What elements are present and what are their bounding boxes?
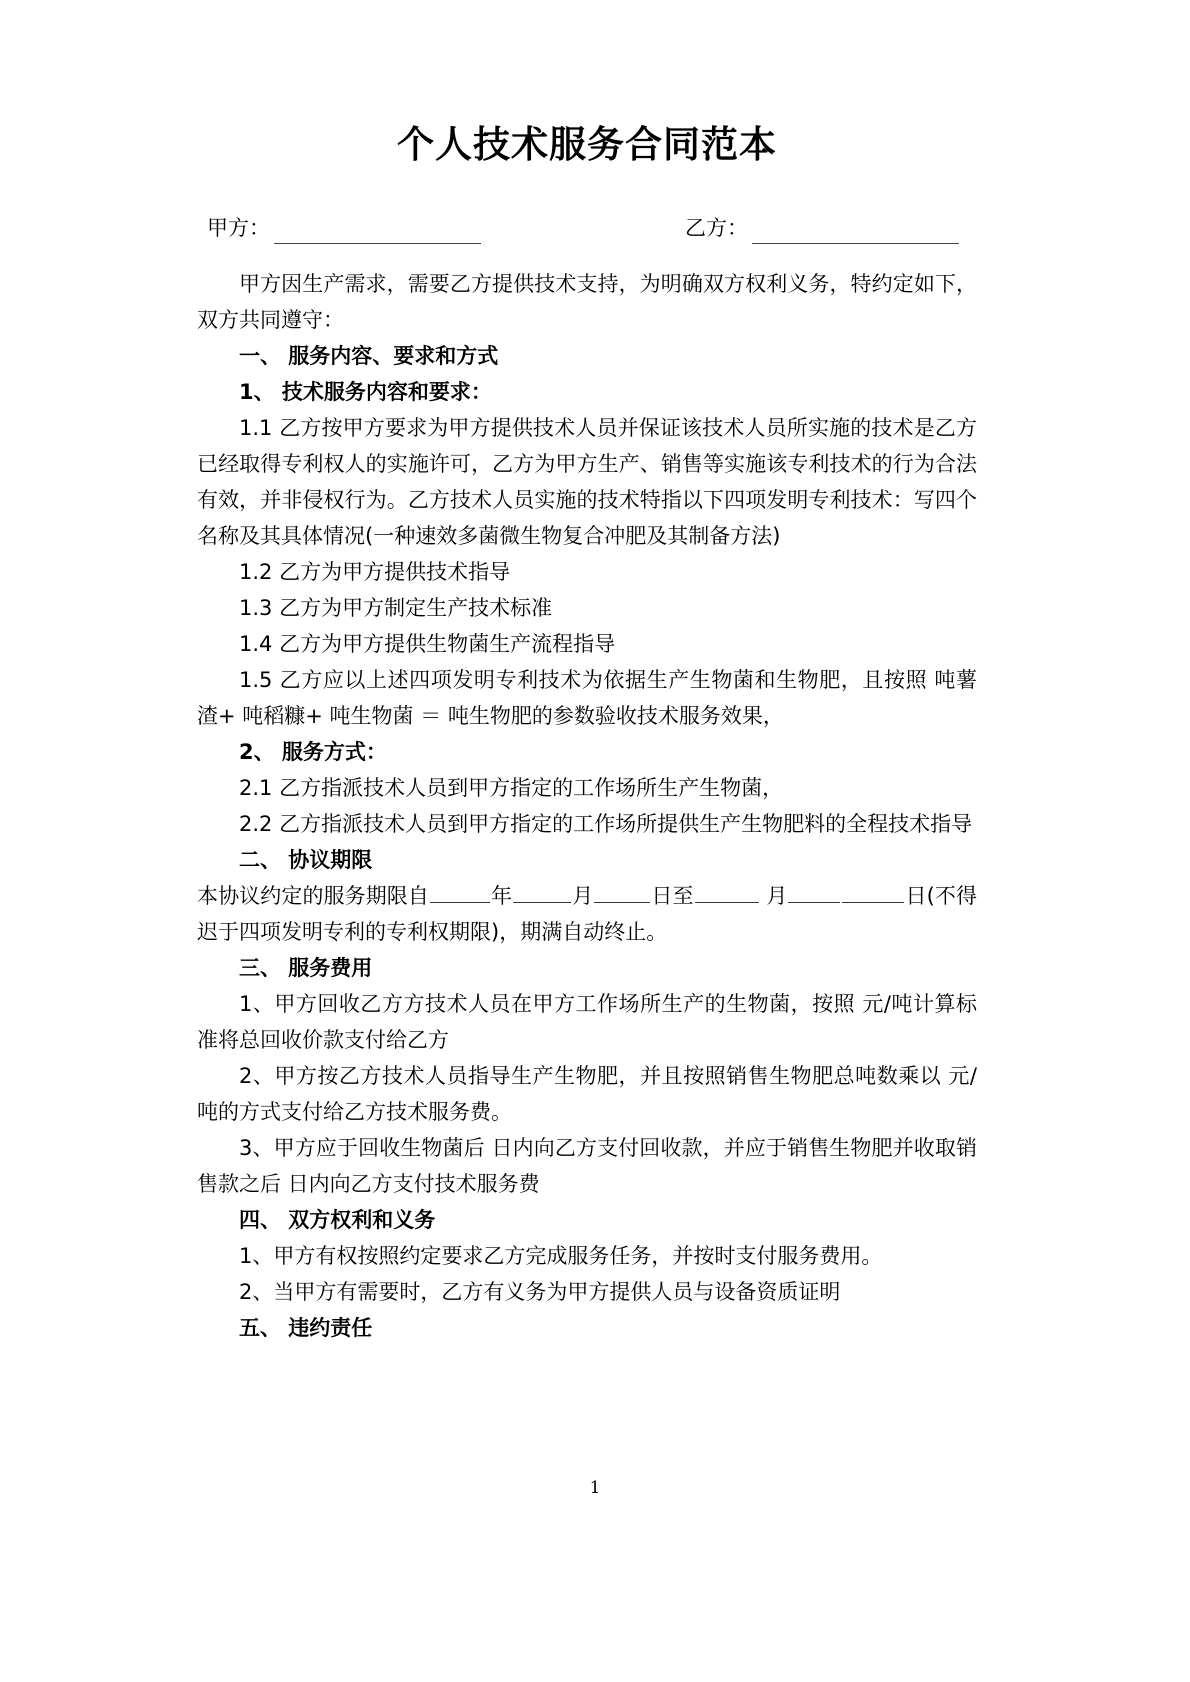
party-signature-row — [197, 214, 977, 243]
party-a-blank-field[interactable] — [274, 221, 481, 244]
fee-clause-3: 3、甲方应于回收生物菌后 日内向乙方支付回收款，并应于销售生物肥并收取销售款之后 日内向乙方支付技术服务费 — [197, 1135, 977, 1196]
fee-clause-1: 1、甲方回收乙方方技术人员在甲方工作场所生产的生物菌，按照 元/吨计算标准将总回收价款支付给乙方 — [197, 991, 977, 1052]
subsection-heading-1: 1、 技术服务内容和要求： — [239, 379, 492, 404]
term-month-unit-1: 月 — [572, 883, 594, 908]
term-text-tail: 日(不得迟于四项发明专利的专利权期限)，期满自动终止。 — [197, 883, 978, 944]
duty-clause-1: 1、甲方有权按照约定要求乙方完成服务任务，并按时支付服务费用。 — [239, 1243, 883, 1268]
term-month-blank-2[interactable] — [695, 882, 759, 903]
term-year-blank[interactable] — [430, 882, 490, 903]
section-heading-1: 一、 服务内容、要求和方式 — [239, 343, 499, 368]
section-heading-5: 五、 违约责任 — [239, 1315, 373, 1340]
term-paragraph — [197, 878, 977, 950]
spacer — [197, 244, 977, 266]
party-a-group — [207, 214, 481, 243]
document-content — [197, 0, 977, 1346]
clause-2-1: 2.1 乙方指派技术人员到甲方指定的工作场所生产生物菌， — [239, 775, 784, 800]
term-day-blank-2[interactable] — [842, 882, 904, 903]
term-year-unit: 年 — [490, 883, 513, 908]
clause-1-3: 1.3 乙方为甲方制定生产技术标准 — [239, 595, 553, 620]
party-a-label: 甲方： — [207, 216, 270, 241]
clause-1-4: 1.4 乙方为甲方提供生物菌生产流程指导 — [239, 631, 616, 656]
clause-2-2: 2.2 乙方指派技术人员到甲方指定的工作场所提供生产生物肥料的全程技术指导 — [239, 811, 973, 836]
term-day-unit-1: 日至 — [651, 883, 694, 908]
page-number: 1 — [589, 1478, 601, 1498]
page-title: 个人技术服务合同范本 — [397, 123, 777, 166]
party-b-group — [685, 214, 959, 243]
clause-1-1: 1.1 乙方按甲方要求为甲方提供技术人员并保证该技术人员所实施的技术是乙方已经取得专利权人的实施许可，乙方为甲方生产、销售等实施该专利技术的行为合法有效，并非侵权行为。乙方技术人员实施的技术特指以下四项发明专利技术：写四个名称及其具体情况(一种速效多菌微生物复合冲肥及其制备方法) — [197, 415, 977, 548]
section-heading-2: 二、 协议期限 — [239, 847, 373, 872]
term-day-blank-1[interactable] — [594, 882, 650, 903]
fee-clause-2: 2、甲方按乙方技术人员指导生产生物肥，并且按照销售生物肥总吨数乘以 元/吨的方式支付给乙方技术服务费。 — [197, 1063, 977, 1124]
term-month-blank-3[interactable] — [788, 882, 840, 903]
preamble-paragraph: 甲方因生产需求，需要乙方提供技术支持，为明确双方权利义务，特约定如下，双方共同遵守： — [197, 271, 977, 332]
party-b-blank-field[interactable] — [752, 221, 959, 244]
term-text-lead: 本协议约定的服务期限自 — [197, 883, 429, 908]
section-heading-3: 三、 服务费用 — [239, 955, 373, 980]
clause-1-5: 1.5 乙方应以上述四项发明专利技术为依据生产生物菌和生物肥，且按照 吨薯渣+ 吨稻糠+ 吨生物菌 ＝ 吨生物肥的参数验收技术服务效果， — [197, 667, 977, 728]
subsection-heading-2: 2、 服务方式： — [239, 739, 387, 764]
term-month-unit-2: 月 — [766, 883, 788, 908]
term-month-blank-1[interactable] — [513, 882, 571, 903]
section-heading-4: 四、 双方权利和义务 — [239, 1207, 436, 1232]
duty-clause-2: 2、当甲方有需要时，乙方有义务为甲方提供人员与设备资质证明 — [239, 1279, 841, 1304]
clause-1-2: 1.2 乙方为甲方提供技术指导 — [239, 559, 511, 584]
party-b-label: 乙方： — [685, 216, 748, 241]
